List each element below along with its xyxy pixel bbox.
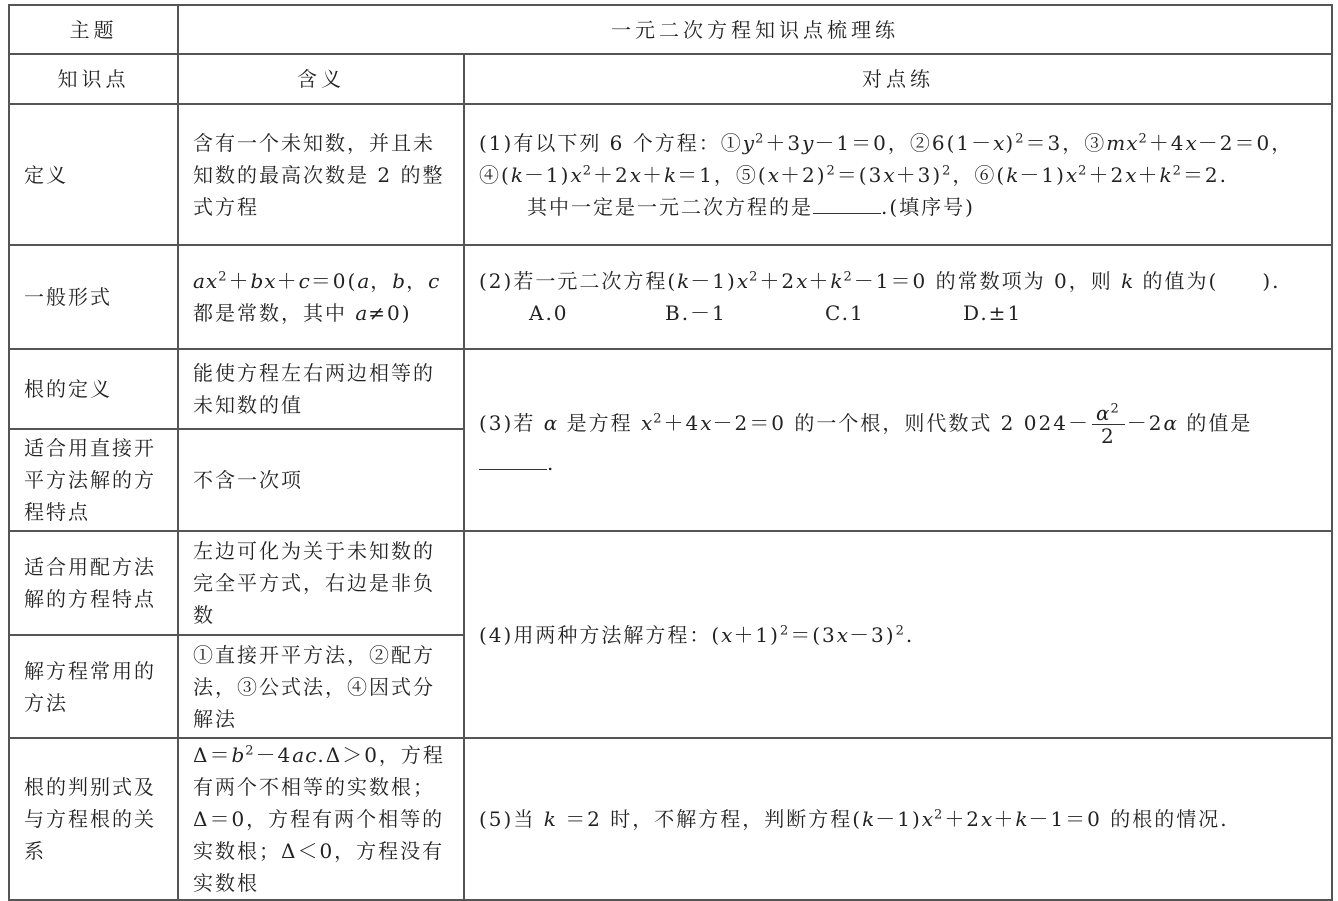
- col-header-practice: 对点练: [464, 54, 1332, 104]
- point-direct-sqrt: 适合用直接开平方法解的方程特点: [9, 429, 178, 531]
- meaning-methods: ①直接开平方法，②配方法，③公式法，④因式分解法: [178, 635, 464, 738]
- practice-q3: (3)若 α 是方程 $x^2+4x-2=0$ 的一个根，则代数式 2 024－ $\frac{\alpha^2}{2}$ －2α 的值是.: [464, 349, 1332, 531]
- topic-label: 主题: [9, 5, 178, 54]
- practice-q2: (2)若一元二次方程$(k-1)x^2+2x+k^2-1=0$ 的常数项为 0，则 k 的值为( ). A.0 B.－1 C.1 D.±1: [464, 245, 1332, 349]
- meaning-direct-sqrt: 不含一次项: [178, 429, 464, 531]
- topic-title: 一元二次方程知识点梳理练: [178, 5, 1332, 54]
- meaning-general-form: $ax^2+bx+c=0(a$，b，c 都是常数，其中 a≠0): [178, 245, 464, 349]
- point-root-def: 根的定义: [9, 349, 178, 429]
- practice-q1: (1)有以下列 6 个方程：$①y^2+3y-1=0$，$②6(1-x)^2=3$，$③mx^2+4x-2=0$，$④(k-1)x^2+2x+k=1$，$⑤(x+2)^2=(3x+3)^2$，$⑥(k-1)x^2+2x+k^2=2$. 其中一定是一元二次方程的是 .(填序号): [464, 104, 1332, 245]
- point-general-form: 一般形式: [9, 245, 178, 349]
- meaning-discriminant: $\Delta=b^2-4ac.\Delta>0$，方程有两个不相等的实数根；Δ＝0，方程有两个相等的实数根；Δ＜0，方程没有实数根: [178, 738, 464, 900]
- option-d[interactable]: D.±1: [963, 301, 1023, 325]
- knowledge-table: [8, 4, 1333, 901]
- meaning-root-def: 能使方程左右两边相等的未知数的值: [178, 349, 464, 429]
- point-completing: 适合用配方法解的方程特点: [9, 531, 178, 635]
- option-c[interactable]: C.1: [825, 301, 865, 325]
- point-discriminant: 根的判别式及与方程根的关系: [9, 738, 178, 900]
- option-b[interactable]: B.－1: [665, 301, 727, 325]
- point-definition: 定义: [9, 104, 178, 245]
- col-header-point: 知识点: [9, 54, 178, 104]
- meaning-definition: 含有一个未知数，并且未知数的最高次数是 2 的整式方程: [178, 104, 464, 245]
- point-methods: 解方程常用的方法: [9, 635, 178, 738]
- option-a[interactable]: A.0: [529, 301, 569, 325]
- answer-blank[interactable]: [813, 191, 881, 214]
- col-header-meaning: 含义: [178, 54, 464, 104]
- answer-blank[interactable]: [479, 447, 547, 470]
- practice-q5: (5)当 k ＝2 时，不解方程，判断方程$(k-1)x^2+2x+k-1=0$ 的根的情况.: [464, 738, 1332, 900]
- practice-q4: (4)用两种方法解方程：$(x+1)^2=(3x-3)^2$.: [464, 531, 1332, 738]
- meaning-completing: 左边可化为关于未知数的完全平方式，右边是非负数: [178, 531, 464, 635]
